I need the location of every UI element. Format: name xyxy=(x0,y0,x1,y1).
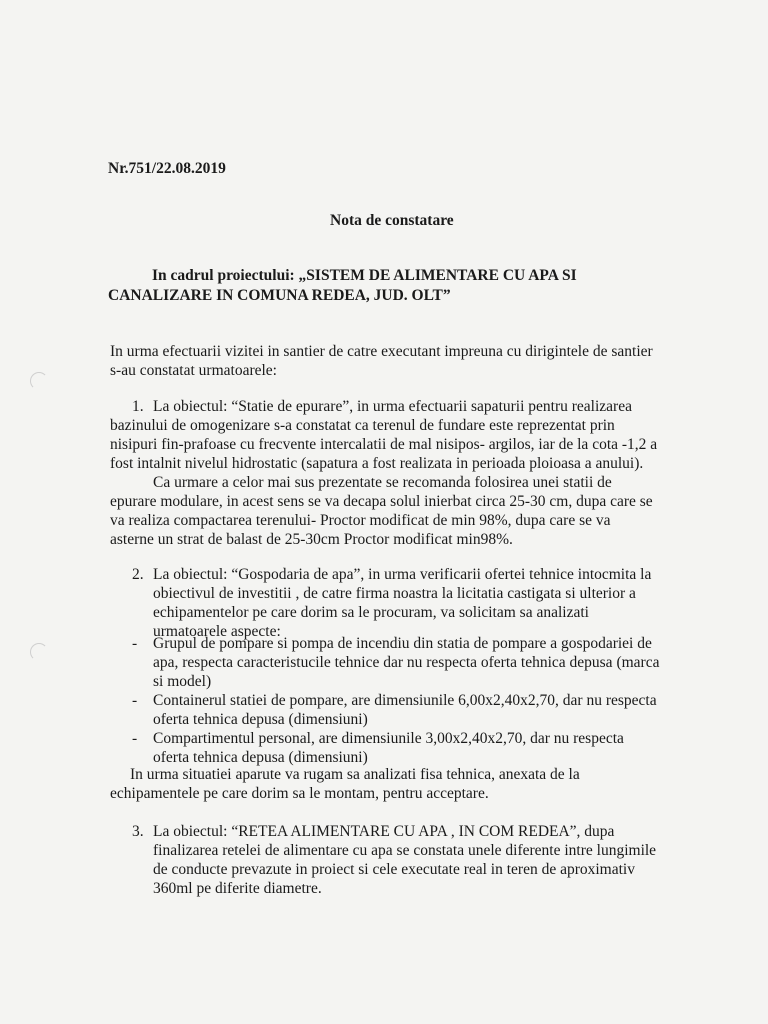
item-3-line: finalizarea retelei de alimentare cu apa se constata unele diferente intre lungimile xyxy=(153,842,657,859)
bullet-dash: - xyxy=(132,635,138,652)
bullet-1-line: Grupul de pompare si pompa de incendiu din statia de pompare a gospodariei de xyxy=(153,635,652,652)
bullet-1-line: si model) xyxy=(153,673,212,690)
item-1-line: asterne un strat de balast de 25-30cm Proctor modificat min98%. xyxy=(110,531,513,548)
item-1-line: fost intalnit nivelul hidrostatic (sapatura a fost realizata in perioada ploioasa a anului). xyxy=(110,455,644,472)
item-2-line: echipamentelor pe care dorim sa le procuram, va solicitam sa analizati xyxy=(153,604,589,621)
item-1-line: La obiectul: “Statie de epurare”, in urma efectuarii sapaturii pentru realizarea xyxy=(153,398,632,415)
item-3-line: 360ml pe diferite diametre. xyxy=(153,880,322,897)
document-number: Nr.751/22.08.2019 xyxy=(108,160,226,177)
item-1-line: nisipuri fin-prafoase cu frecvente intercalatii de mal nisipos- argilos, iar de la cota -1,2 a xyxy=(110,436,658,453)
bullet-2-line: Containerul statiei de pompare, are dimensiunile 6,00x2,40x2,70, dar nu respecta xyxy=(153,692,657,709)
intro-line-2: s-au constatat urmatoarele: xyxy=(110,362,277,379)
project-title-line-2: CANALIZARE IN COMUNA REDEA, JUD. OLT” xyxy=(108,287,451,304)
item-2-number: 2. xyxy=(132,566,144,583)
document-title: Nota de constatare xyxy=(330,212,454,229)
item-2-line: obiectivul de investitii , de catre firma noastra la licitatia castigata si ulterior a xyxy=(153,585,636,602)
item-3-number: 3. xyxy=(132,823,144,840)
bullet-2-line: oferta tehnica depusa (dimensiuni) xyxy=(153,711,368,728)
punch-mark-bottom xyxy=(30,643,48,661)
intro-line-1: In urma efectuarii vizitei in santier de catre executant impreuna cu dirigintele de santier xyxy=(110,343,653,360)
item-1-number: 1. xyxy=(132,398,144,415)
item-2-line: La obiectul: “Gospodaria de apa”, in urma verificarii ofertei tehnice intocmita la xyxy=(153,566,652,583)
item-2-closing-line: In urma situatiei aparute va rugam sa analizati fisa tehnica, anexata de la xyxy=(130,766,580,783)
item-2-closing-line: echipamentele pe care dorim sa le montam, pentru acceptare. xyxy=(110,785,489,802)
item-1-line: Ca urmare a celor mai sus prezentate se recomanda folosirea unei statii de xyxy=(153,474,612,491)
project-title-line-1: In cadrul proiectului: „SISTEM DE ALIMENTARE CU APA SI xyxy=(152,267,577,284)
bullet-3-line: Compartimentul personal, are dimensiunile 3,00x2,40x2,70, dar nu respecta xyxy=(153,730,624,747)
bullet-dash: - xyxy=(132,692,138,709)
item-1-line: epurare modulare, in acest sens se va decapa solul inierbat circa 25-30 cm, dupa care se xyxy=(110,493,653,510)
bullet-1-line: apa, respecta caracteristucile tehnice dar nu respecta oferta tehnica depusa (marca xyxy=(153,654,660,671)
item-1-line: va realiza compactarea terenului- Proctor modificat de min 98%, dupa care se va xyxy=(110,512,611,529)
punch-mark-top xyxy=(30,372,48,390)
bullet-3-line: oferta tehnica depusa (dimensiuni) xyxy=(153,749,368,766)
item-3-line: La obiectul: “RETEA ALIMENTARE CU APA , IN COM REDEA”, dupa xyxy=(153,823,615,840)
item-3-line: de conducte prevazute in proiect si cele executate real in teren de aproximativ xyxy=(153,861,635,878)
item-1-line: bazinului de omogenizare s-a constatat ca terenul de fundare este reprezentat prin xyxy=(110,417,615,434)
bullet-dash: - xyxy=(132,730,138,747)
item-2-line: urmatoarele aspecte: xyxy=(153,623,281,640)
